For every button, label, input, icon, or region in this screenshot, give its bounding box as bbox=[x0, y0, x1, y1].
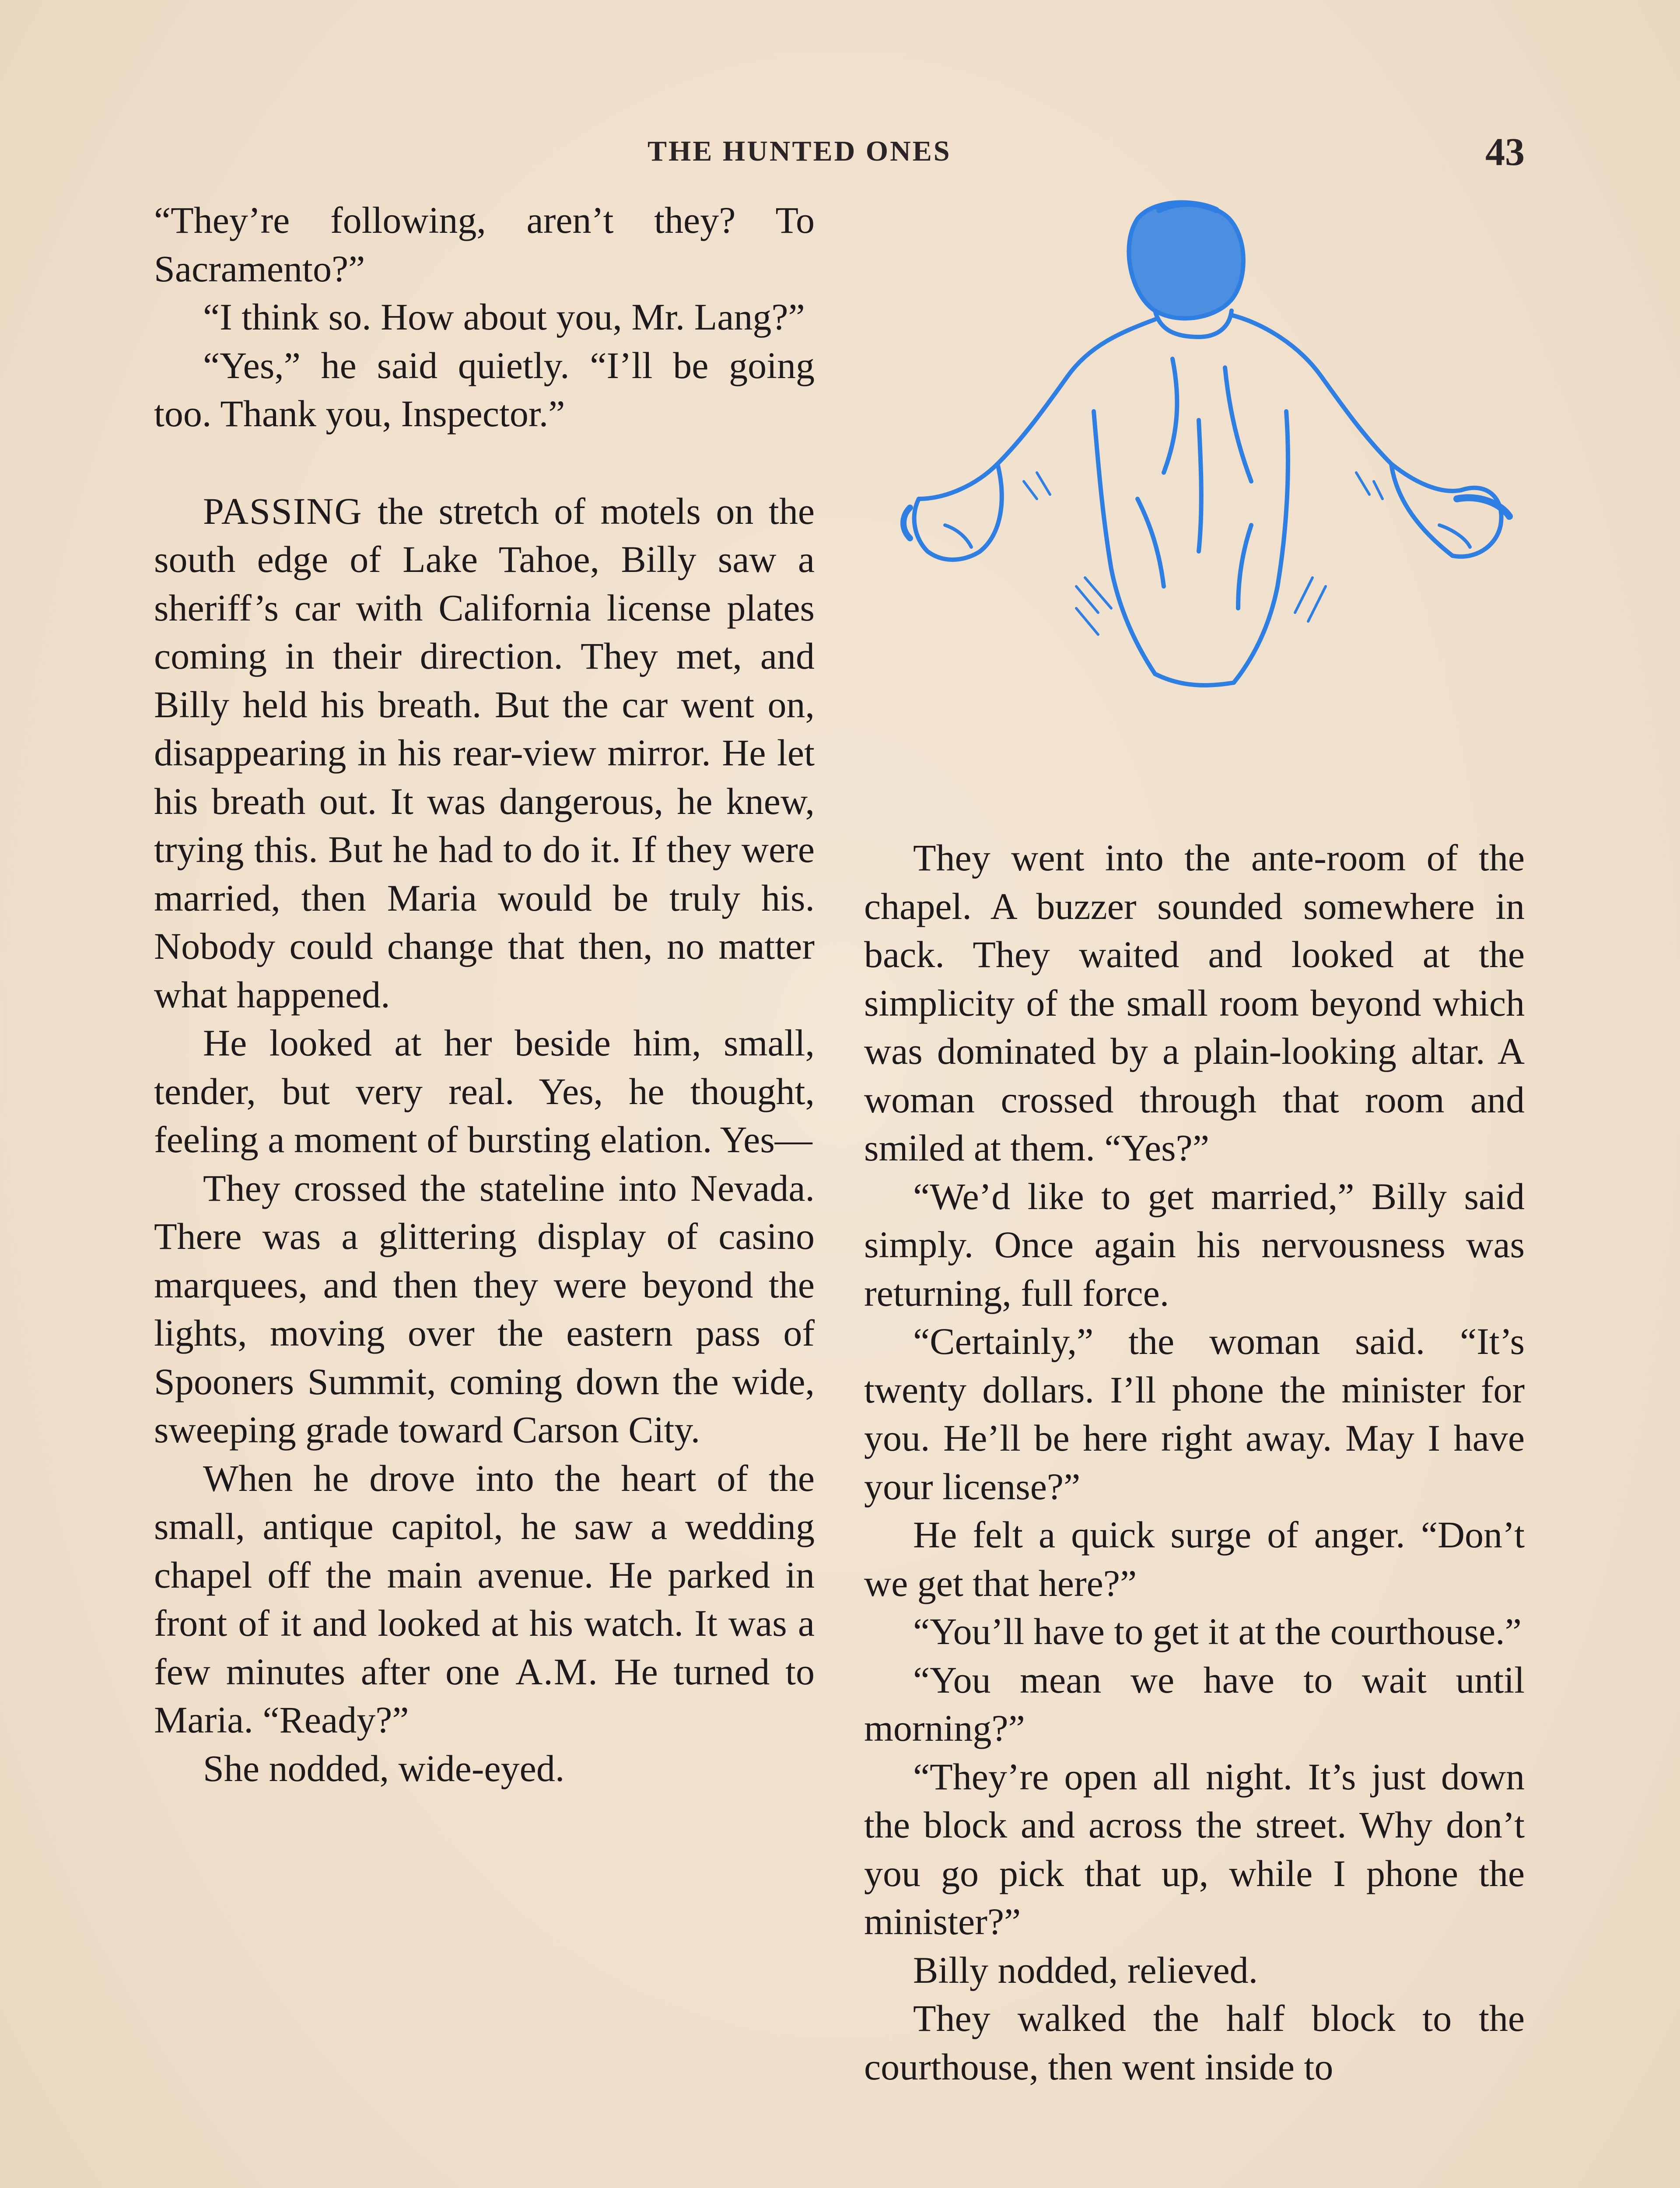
paragraph: “You’ll have to get it at the courthouse.” bbox=[913, 1610, 1522, 1652]
paragraph: “Yes,” he said quietly. “I’ll be going too. Thank you, Inspector.” bbox=[154, 344, 815, 435]
paragraph: “We’d like to get married,” Billy said simply. Once again his nervousness was returning, full force. bbox=[864, 1175, 1525, 1314]
paragraph-text: When he drove into the heart of the small, antique capitol, he saw a wedding chapel off the main avenue. He parked in front of it and looked at his watch. It was a few minutes after one bbox=[154, 1457, 815, 1693]
paragraph-text: He turned to Maria. “Ready?” bbox=[154, 1650, 815, 1741]
time-abbrev: A.M. bbox=[515, 1650, 598, 1693]
illustration-man-from-behind bbox=[892, 193, 1522, 709]
paragraph: “They’re following, aren’t they? To Sacramento?” bbox=[154, 199, 815, 290]
page-number: 43 bbox=[1485, 130, 1525, 174]
paragraph: He looked at her beside him, small, tender, but very real. Yes, he thought, feeling a moment of bursting elation. Yes— bbox=[154, 1022, 815, 1161]
right-text-column bbox=[864, 834, 1525, 2091]
paragraph: They walked the half block to the courthouse, then went inside to bbox=[864, 1997, 1525, 2088]
section-paragraph bbox=[154, 487, 815, 1019]
paragraph: “You mean we have to wait until morning?” bbox=[864, 1659, 1525, 1749]
left-text-column bbox=[154, 196, 815, 1792]
paragraph-text: the stretch of motels on the south edge of Lake Tahoe, Billy saw a sheriff’s car with California license plates coming in their direction. They met, and Billy held his breath. But the car went on, disappearing in his rear-view mirror. He let his breath out. It was dangerous, he knew, trying this. But he had to do it. If they were married, then Maria would be truly his. Nobody could change that then, no matter what happened. bbox=[154, 490, 815, 1016]
paragraph: They went into the ante-room of the chapel. A buzzer sounded somewhere in back. They waited and looked at the simplicity of the small room beyond which was dominated by a plain-looking altar. A woman crossed through that room and smiled at them. “Yes?” bbox=[864, 837, 1525, 1169]
paragraph: “They’re open all night. It’s just down the block and across the street. Why don’t you go pick that up, while I phone the minister?” bbox=[864, 1755, 1525, 1943]
section-lead-word: PASSING bbox=[203, 490, 363, 532]
paragraph: “Certainly,” the woman said. “It’s twenty dollars. I’ll phone the minister for you. He’ll be here right away. May I have your license?” bbox=[864, 1320, 1525, 1508]
paragraph: They crossed the stateline into Nevada. There was a glittering display of casino marquees, and then they were beyond the lights, moving over the eastern pass of Spooners Summit, coming down the wide, sweeping grade toward Carson City. bbox=[154, 1167, 815, 1451]
paragraph: “I think so. How about you, Mr. Lang?” bbox=[203, 296, 805, 338]
paragraph bbox=[154, 1454, 815, 1744]
running-title: THE HUNTED ONES bbox=[648, 135, 952, 167]
paragraph: He felt a quick surge of anger. “Don’t we get that here?” bbox=[864, 1514, 1525, 1604]
paragraph: She nodded, wide-eyed. bbox=[203, 1747, 565, 1789]
paragraph: Billy nodded, relieved. bbox=[913, 1949, 1258, 1991]
